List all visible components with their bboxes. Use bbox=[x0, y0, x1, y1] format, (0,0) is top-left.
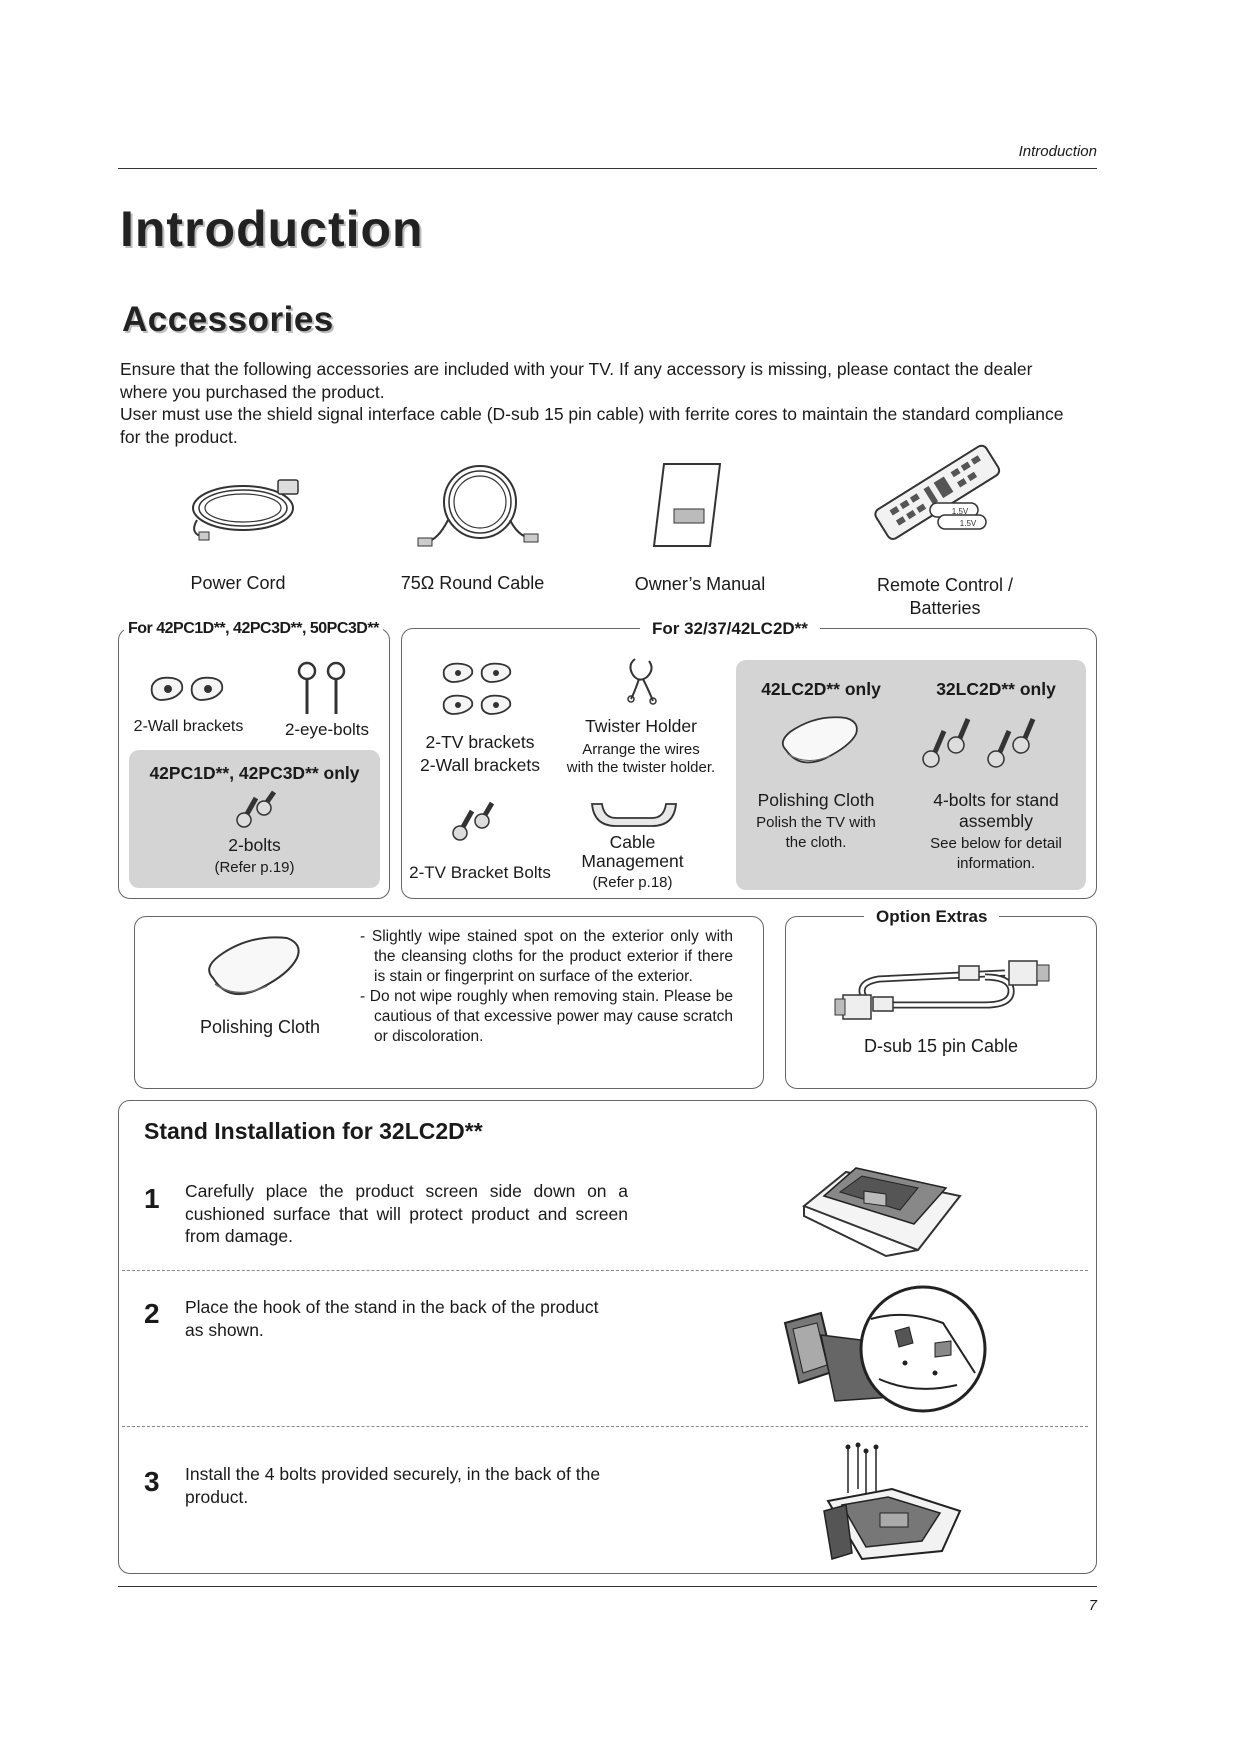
remote-caption-line2: Batteries bbox=[909, 598, 981, 618]
step-1-text: Carefully place the product screen side down on a cushioned surface that will protect product and screen from damage. bbox=[185, 1181, 628, 1246]
stand-bolts-caption bbox=[906, 790, 1086, 832]
step-3-text: Install the 4 bolts provided securely, in the back of the product. bbox=[185, 1464, 601, 1507]
step-2-text: Place the hook of the stand in the back of the product as shown. bbox=[185, 1297, 599, 1340]
twister-holder-notes bbox=[555, 741, 727, 777]
twister-holder-icon bbox=[625, 655, 659, 705]
polishing-cloth-note-2: the cloth. bbox=[785, 834, 847, 851]
step-3-number: 3 bbox=[144, 1466, 160, 1497]
install-bolts-illustration bbox=[822, 1443, 964, 1563]
cable-management-line1: Cable bbox=[609, 832, 656, 852]
footer-rule bbox=[118, 1586, 1097, 1587]
lcd42-only-title: 42LC2D** only bbox=[761, 679, 881, 699]
polishing-cloth-icon bbox=[776, 712, 860, 772]
step-divider-2 bbox=[122, 1426, 1088, 1427]
tv-face-down-illustration bbox=[800, 1152, 965, 1260]
polishing-cloth-large-icon bbox=[203, 930, 303, 1006]
dsub-cable-caption: D-sub 15 pin Cable bbox=[863, 1036, 1019, 1056]
stand-bolts-line1: 4-bolts for stand bbox=[933, 790, 1059, 810]
eye-bolts-icon bbox=[294, 660, 354, 718]
wall-brackets-icon bbox=[148, 672, 230, 704]
running-header: Introduction bbox=[1018, 143, 1097, 160]
stand-bolts-note-2: information. bbox=[956, 855, 1036, 872]
twister-holder-caption: Twister Holder bbox=[585, 716, 697, 736]
section-title: Accessories bbox=[122, 300, 334, 339]
bolts-icon bbox=[234, 792, 278, 830]
remote-control-icon bbox=[868, 440, 1003, 550]
tv-brackets-caption: 2-TV brackets bbox=[425, 732, 535, 752]
tv-bracket-bolts-caption: 2-TV Bracket Bolts bbox=[409, 863, 551, 882]
intro-text bbox=[120, 358, 1080, 448]
wall-brackets-caption: 2-Wall brackets bbox=[133, 718, 244, 735]
option-extras-label: Option Extras bbox=[864, 907, 999, 927]
power-cord-icon bbox=[185, 470, 310, 545]
stand-hook-illustration bbox=[775, 1283, 985, 1418]
bolts-caption: 2-bolts bbox=[228, 835, 281, 855]
intro-paragraph-1: Ensure that the following accessories are included with your TV. If any accessory is missing, please contact the dealer where you purchased the product. bbox=[120, 359, 1033, 402]
page-title: Introduction bbox=[120, 201, 424, 257]
battery-label-1: 1.5V bbox=[951, 507, 969, 516]
header-rule bbox=[118, 168, 1097, 169]
cable-management-icon bbox=[590, 800, 678, 828]
round-cable-icon bbox=[418, 462, 538, 554]
battery-label-2: 1.5V bbox=[959, 519, 977, 528]
lcd32-only-title: 32LC2D** only bbox=[936, 679, 1056, 699]
dsub-cable-icon bbox=[835, 955, 1057, 1025]
lcd-wall-brackets-caption: 2-Wall brackets bbox=[420, 755, 540, 775]
stand-bolts-line2: assembly bbox=[959, 811, 1033, 831]
stand-installation-title: Stand Installation for 32LC2D** bbox=[144, 1118, 483, 1144]
stand-bolts-note-1: See below for detail bbox=[930, 835, 1062, 852]
stand-bolts-icon bbox=[920, 715, 1045, 771]
round-cable-caption: 75Ω Round Cable bbox=[400, 573, 545, 593]
twister-holder-note-1: Arrange the wires bbox=[582, 741, 700, 758]
step-divider-1 bbox=[122, 1270, 1088, 1271]
plasma-box-label: For 42PC1D**, 42PC3D**, 50PC3D** bbox=[124, 620, 383, 638]
polishing-cloth-caption: Polishing Cloth bbox=[199, 1017, 321, 1037]
step-1-number: 1 bbox=[144, 1183, 160, 1214]
stand-bolts-notes bbox=[906, 834, 1086, 874]
manual-caption: Owner’s Manual bbox=[634, 574, 766, 594]
polishing-note-2: - Do not wipe roughly when removing stain. Please be cautious of that excessive power may cause scratch or discoloration. bbox=[360, 988, 733, 1045]
remote-caption-line1: Remote Control / bbox=[876, 575, 1014, 595]
polishing-cloth-title: Polishing Cloth bbox=[757, 790, 875, 810]
cable-management-caption bbox=[570, 833, 695, 871]
intro-paragraph-2: User must use the shield signal interface cable (D-sub 15 pin cable) with ferrite cores to maintain the standard compliance for the product. bbox=[120, 404, 1064, 447]
tv-bracket-bolts-icon bbox=[450, 803, 496, 843]
eye-bolts-caption: 2-eye-bolts bbox=[284, 720, 370, 739]
page-number: 7 bbox=[1088, 1597, 1097, 1614]
polishing-cloth-note-1: Polish the TV with bbox=[756, 814, 876, 831]
plasma-only-title: 42PC1D**, 42PC3D** only bbox=[149, 763, 360, 783]
tv-brackets-icon bbox=[440, 660, 520, 726]
manual-icon bbox=[652, 462, 722, 548]
bolts-reference: (Refer p.19) bbox=[214, 859, 295, 876]
cable-management-reference: (Refer p.18) bbox=[592, 874, 673, 891]
polishing-note-1: - Slightly wipe stained spot on the exterior only with the cleansing cloths for the product exterior if there is stain or fingerprint on surface of the exterior. bbox=[360, 928, 733, 985]
lcd-box-label: For 32/37/42LC2D** bbox=[640, 619, 820, 639]
twister-holder-note-2: with the twister holder. bbox=[566, 759, 716, 776]
step-2-number: 2 bbox=[144, 1298, 160, 1329]
remote-caption bbox=[860, 574, 1030, 620]
power-cord-caption: Power Cord bbox=[190, 573, 286, 593]
polishing-cloth-instructions bbox=[360, 927, 733, 1047]
cable-management-line2: Management bbox=[581, 851, 684, 871]
tv-wall-brackets-caption bbox=[405, 731, 555, 777]
polishing-cloth-notes bbox=[736, 813, 896, 853]
